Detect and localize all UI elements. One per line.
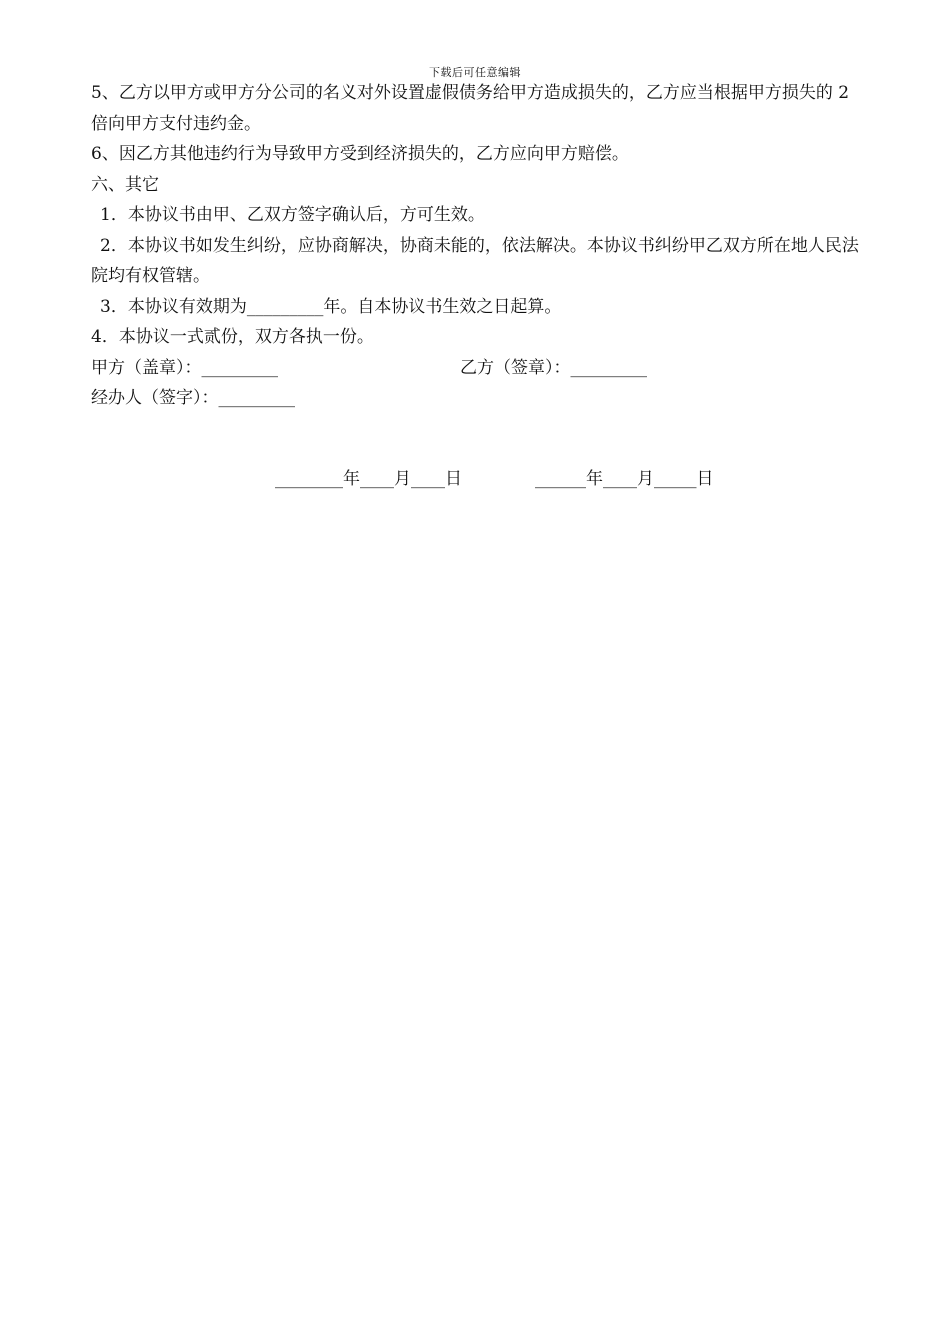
other-clause-4: 4．本协议一式贰份，双方各执一份。 [91,327,374,347]
party-a-seal-field: 甲方（盖章）：_________ [91,357,278,378]
clause-6: 6、因乙方其他违约行为导致甲方受到经济损失的，乙方应向甲方赔偿。 [91,144,629,164]
other-clause-2: 2．本协议书如发生纠纷，应协商解决，协商未能的，依法解决。本协议书纠纷甲乙双方所在地人民法院均有权管辖。 [91,235,859,286]
page-header: 下载后可任意编辑 [429,66,521,79]
spacer [91,414,863,464]
section-heading-other: 六、其它 [91,174,159,195]
date-row [91,464,863,495]
signature-row [91,353,863,384]
agreement-body [91,78,863,494]
handler-signature-field: 经办人（签字）：_________ [91,388,295,408]
party-b-seal-field: 乙方（签章）：_________ [460,357,647,378]
other-clause-1: 1．本协议书由甲、乙双方签字确认后，方可生效。 [100,205,485,225]
other-clause-3: 3．本协议有效期为_________年。自本协议书生效之日起算。 [100,296,562,317]
date-party-a: ________年____月____日 [275,468,462,489]
clause-5: 5、乙方以甲方或甲方分公司的名义对外设置虚假债务给甲方造成损失的，乙方应当根据甲方损失的 2 倍向甲方支付违约金。 [91,83,850,134]
date-party-b: ______年____月_____日 [535,468,714,489]
